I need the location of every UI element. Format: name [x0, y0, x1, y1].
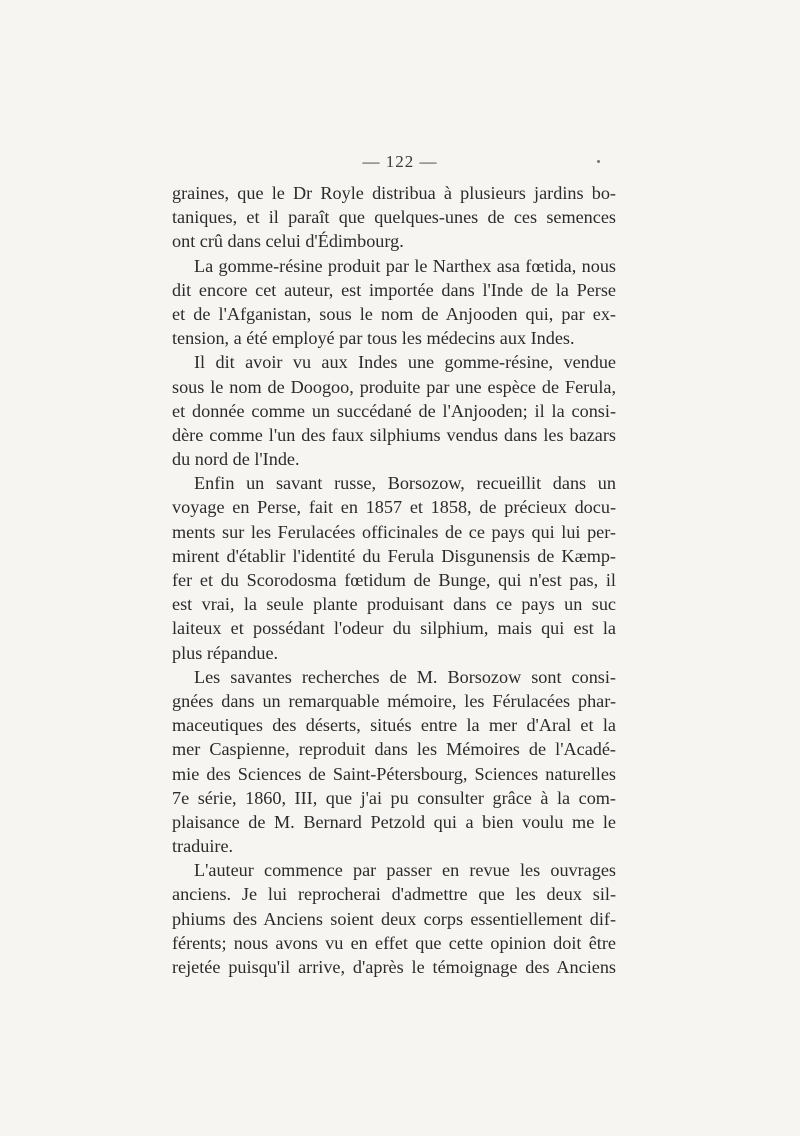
text-line: tension, a été employé par tous les médecins aux Indes. [172, 328, 575, 349]
text-line: fer et du Scorodosma fœtidum de Bunge, qui n'est pas, il [172, 570, 616, 590]
text-line: phiums des Anciens soient deux corps essentiellement dif- [172, 908, 616, 929]
text-line: graines, que le Dr Royle distribua à plusieurs jardins bo- [172, 183, 616, 203]
text-line: maceutiques des déserts, situés entre la mer d'Aral et la [172, 715, 616, 736]
text-line: traduire. [172, 836, 234, 857]
page-number: — 122 — [362, 152, 438, 171]
text-line: est vrai, la seule plante produisant dans ce pays un suc [172, 594, 616, 615]
text-line: rejetée puisqu'il arrive, d'après le témoignage des Anciens [172, 957, 616, 977]
text-line: férents; nous avons vu en effet que cette opinion doit être [172, 932, 616, 953]
text-line: mer Caspienne, reproduit dans les Mémoires de l'Acadé- [172, 739, 616, 760]
text-line: Les savantes recherches de M. Borsozow sont consi- [194, 666, 616, 687]
text-line: 7e série, 1860, III, que j'ai pu consulter grâce à la com- [172, 787, 616, 808]
text-line: ont crû dans celui d'Édimbourg. [172, 231, 404, 252]
text-line: dit encore cet auteur, est importée dans l'Inde de la Perse [172, 279, 616, 300]
text-line: voyage en Perse, fait en 1857 et 1858, de précieux docu- [172, 497, 616, 518]
text-line: anciens. Je lui reprocherai d'admettre que les deux sil- [172, 884, 616, 905]
text-line: et de l'Afganistan, sous le nom de Anjooden qui, par ex- [172, 303, 616, 324]
text-line: du nord de l'Inde. [172, 449, 300, 470]
text-line: L'auteur commence par passer en revue les ouvrages [194, 860, 616, 881]
text-line: mie des Sciences de Saint-Pétersbourg, Sciences naturelles [172, 763, 616, 784]
text-line: Il dit avoir vu aux Indes une gomme-résine, vendue [194, 352, 616, 373]
ink-speck [597, 160, 600, 163]
body-text [172, 181, 616, 979]
text-line: mirent d'établir l'identité du Ferula Disgunensis de Kæmp- [172, 545, 616, 566]
text-line: La gomme-résine produit par le Narthex asa fœtida, nous [194, 255, 616, 276]
text-line: sous le nom de Doogoo, produite par une espèce de Ferula, [172, 376, 616, 397]
text-line: taniques, et il paraît que quelques-unes de ces semences [172, 207, 616, 228]
text-line: gnées dans un remarquable mémoire, les Férulacées phar- [172, 690, 616, 711]
text-line: plaisance de M. Bernard Petzold qui a bien voulu me le [172, 811, 616, 832]
text-line: dère comme l'un des faux silphiums vendus dans les bazars [172, 424, 616, 445]
text-line: ments sur les Ferulacées officinales de ce pays qui lui per- [172, 521, 616, 542]
text-line: Enfin un savant russe, Borsozow, recueillit dans un [194, 473, 616, 494]
text-line: laiteux et possédant l'odeur du silphium, mais qui est la [172, 618, 616, 639]
text-line: et donnée comme un succédané de l'Anjooden; il la consi- [172, 400, 616, 421]
text-line: plus répandue. [172, 642, 279, 663]
